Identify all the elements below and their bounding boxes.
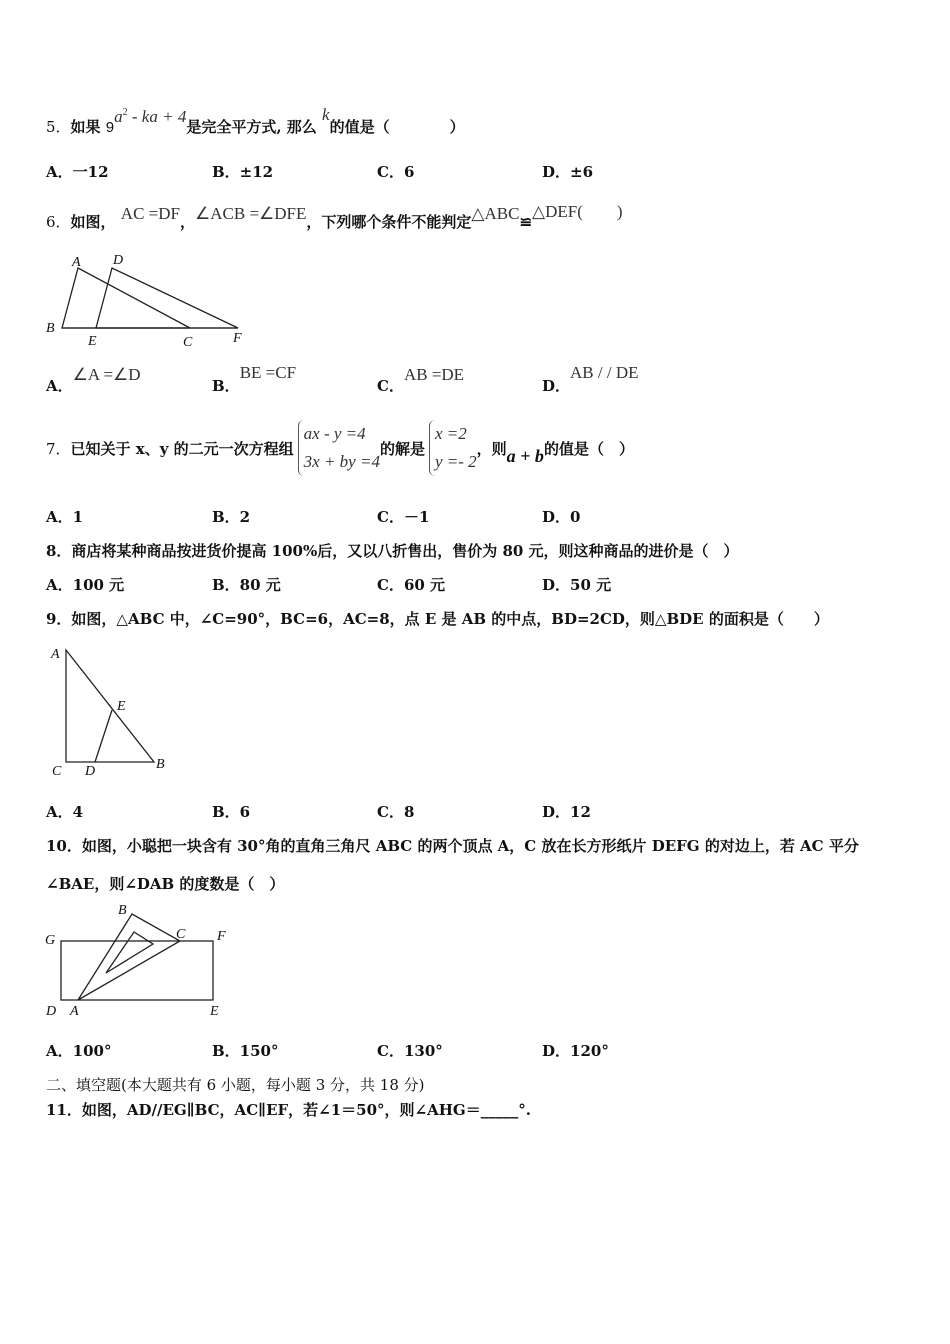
- q5-nine: 9: [105, 119, 115, 136]
- q6-option-d-letter: D．: [542, 377, 571, 395]
- q6-text-2: ，下列哪个条件不能判定: [306, 213, 472, 231]
- q7-option-a[interactable]: A．1: [46, 508, 84, 526]
- q6-triangle-def: △DEF( ): [532, 202, 623, 221]
- q5-k: k: [322, 105, 330, 124]
- q6-condition-2: ∠ACB =∠DFE: [195, 204, 307, 223]
- q9-triangle-abc-shape: [66, 650, 154, 762]
- q6-option-b-letter: B．: [212, 377, 240, 395]
- q10-label-a: A: [70, 1004, 79, 1019]
- q9-option-c[interactable]: C．8: [377, 803, 415, 821]
- q8-option-d[interactable]: D．50 元: [542, 576, 612, 594]
- q9-label-a: A: [51, 647, 60, 662]
- q10-stem-line-2: ∠BAE，则∠DAB 的度数是（ ）: [46, 875, 285, 893]
- q11-stem: 11．如图，AD//EG∥BC，AC∥EF，若∠1＝50°，则∠AHG＝_____°.: [46, 1101, 531, 1119]
- q5-number: 5．: [46, 118, 71, 136]
- q7-solution-y: y =- 2: [434, 452, 477, 471]
- q6-option-c[interactable]: [377, 365, 465, 396]
- q5-expr-rest: - ka + 4: [127, 107, 187, 126]
- q6-number: 6．: [46, 213, 71, 231]
- q10-figure: [40, 898, 240, 1023]
- q8-option-b[interactable]: B．80 元: [212, 576, 281, 594]
- q10-option-a[interactable]: A．100°: [46, 1042, 112, 1060]
- q7-solution-system: [429, 420, 477, 476]
- q7-a-plus-b: a + b: [506, 445, 544, 466]
- q9-label-c: C: [52, 764, 62, 779]
- q9-label-b: B: [156, 757, 165, 772]
- q10-label-e: E: [210, 1004, 219, 1019]
- q5-option-d[interactable]: D．±6: [542, 163, 594, 181]
- q5-text-2: 是完全平方式, 那么: [186, 118, 317, 136]
- q6-label-a: A: [72, 255, 81, 270]
- q10-stem-line-1: 10．如图，小聪把一块含有 30°角的直角三角尺 ABC 的两个顶点 A，C 放在长方形纸片 DEFG 的对边上，若 AC 平分: [46, 837, 859, 855]
- q6-option-a[interactable]: [46, 365, 141, 396]
- q6-triangle-def-shape: [96, 268, 238, 328]
- q6-condition-1: AC =DF: [120, 204, 180, 223]
- q6-congruent-symbol: ≌: [519, 213, 533, 231]
- q9-option-b[interactable]: B．6: [212, 803, 251, 821]
- q10-option-c[interactable]: C．130°: [377, 1042, 443, 1060]
- q7-equation-2: 3x + by =4: [303, 452, 380, 471]
- q6-option-b[interactable]: [212, 363, 297, 396]
- q5-text-3: 的值是（ ）: [329, 118, 465, 136]
- q6-option-a-expr: ∠A =∠D: [72, 365, 141, 384]
- q9-figure: [44, 640, 184, 780]
- q6-label-e: E: [88, 334, 97, 349]
- q5-expr-a: a: [114, 107, 123, 126]
- q6-option-a-letter: A．: [46, 377, 73, 395]
- q6-triangle-abc: △ABC: [471, 204, 520, 223]
- q9-option-a[interactable]: A．4: [46, 803, 84, 821]
- q7-text-4: 的值是（ ）: [543, 439, 634, 458]
- q8-option-a[interactable]: A．100 元: [46, 576, 125, 594]
- q10-label-b: B: [118, 903, 127, 918]
- q9-stem: 9．如图，△ABC 中，∠C=90°，BC=6，AC=8，点 E 是 AB 的中点，BD=2CD，则△BDE 的面积是（ ）: [46, 610, 829, 628]
- q7-text-1: 已知关于 x、y 的二元一次方程组: [70, 439, 294, 458]
- q9-label-e: E: [117, 699, 126, 714]
- q5-stem: [46, 105, 465, 137]
- q8-stem: 8．商店将某种商品按进货价提高 100%后，又以八折售出，售价为 80 元，则这种商品的进价是（ ）: [46, 542, 739, 560]
- q7-option-c[interactable]: C．－1: [377, 508, 430, 526]
- q10-option-b[interactable]: B．150°: [212, 1042, 279, 1060]
- q5-expr-exponent: 2: [122, 107, 128, 118]
- q6-text-1: 如图，: [70, 213, 116, 231]
- q6-separator: ，: [179, 213, 195, 231]
- q10-triangle-ruler-inner: [106, 932, 153, 973]
- q6-option-d-expr: AB / / DE: [570, 363, 639, 382]
- q6-label-b: B: [46, 321, 55, 336]
- q6-triangle-abc-shape: [62, 268, 190, 328]
- q5-option-a[interactable]: A．一12: [46, 163, 109, 181]
- q10-label-d: D: [46, 1004, 57, 1019]
- q7-solution-x: x =2: [434, 424, 467, 443]
- q10-triangle-ruler-outer: [78, 914, 180, 1000]
- q10-label-f: F: [217, 929, 226, 944]
- q7-number: 7．: [46, 439, 71, 458]
- q6-label-c: C: [183, 335, 193, 350]
- q6-option-d[interactable]: [542, 363, 639, 396]
- q9-option-d[interactable]: D．12: [542, 803, 591, 821]
- q6-figure: [40, 248, 255, 350]
- q7-equation-1: ax - y =4: [303, 424, 366, 443]
- q5-text-1: 如果: [70, 118, 101, 136]
- q6-stem: [46, 202, 623, 232]
- q8-option-c[interactable]: C．60 元: [377, 576, 446, 594]
- q7-stem: [46, 418, 634, 478]
- q5-option-b[interactable]: B．±12: [212, 163, 274, 181]
- q5-option-c[interactable]: C．6: [377, 163, 415, 181]
- q9-segment-de: [95, 710, 112, 762]
- section-2-heading: 二、填空题(本大题共有 6 小题，每小题 3 分，共 18 分): [46, 1076, 425, 1094]
- q6-option-c-expr: AB =DE: [403, 365, 465, 384]
- q6-option-b-expr: BE =CF: [239, 363, 297, 382]
- q10-label-g: G: [45, 933, 56, 948]
- q6-label-f: F: [233, 331, 242, 346]
- q7-equation-system: [298, 420, 380, 476]
- q6-label-d: D: [113, 253, 124, 268]
- q6-option-c-letter: C．: [377, 377, 404, 395]
- q7-text-2: 的解是: [379, 439, 425, 458]
- q10-option-d[interactable]: D．120°: [542, 1042, 609, 1060]
- q9-label-d: D: [85, 764, 96, 779]
- q7-option-b[interactable]: B．2: [212, 508, 251, 526]
- q10-label-c: C: [176, 927, 186, 942]
- q7-option-d[interactable]: D．0: [542, 508, 581, 526]
- q7-text-3: ，则: [476, 439, 507, 458]
